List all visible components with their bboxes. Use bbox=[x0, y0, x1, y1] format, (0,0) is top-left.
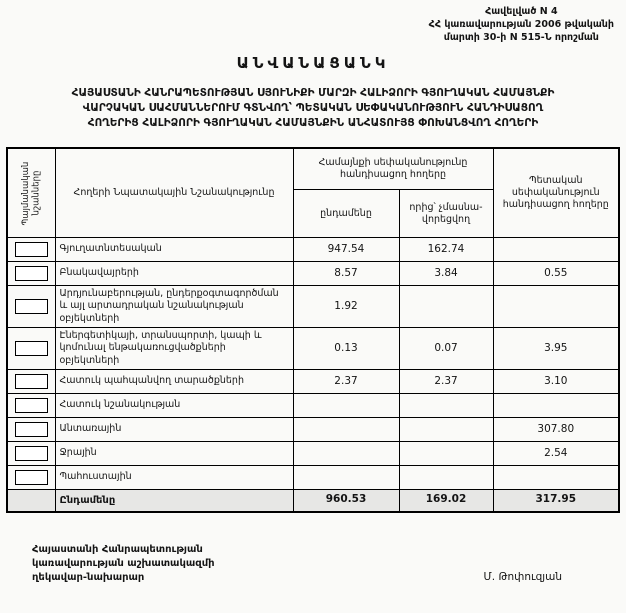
state-cell bbox=[493, 238, 619, 262]
legend-checkbox bbox=[15, 422, 48, 437]
appendix-line-1: Հավելված N 4 bbox=[485, 6, 558, 17]
nonprivatized-cell bbox=[399, 466, 493, 490]
state-cell: 0.55 bbox=[493, 262, 619, 286]
column-header-purpose: Հողերի Նպատակային Նշանակությունը bbox=[55, 148, 293, 238]
signature-block bbox=[6, 543, 620, 585]
signs-cell bbox=[7, 466, 55, 490]
signs-cell bbox=[7, 238, 55, 262]
nonprivatized-cell: 3.84 bbox=[399, 262, 493, 286]
land-category-cell: Գյուղատնտեսական bbox=[55, 238, 293, 262]
legend-checkbox bbox=[15, 341, 48, 356]
signs-cell-empty bbox=[7, 490, 55, 512]
nonprivatized-cell bbox=[399, 442, 493, 466]
signs-cell bbox=[7, 328, 55, 370]
legend-checkbox bbox=[15, 374, 48, 389]
community-total-cell bbox=[293, 466, 399, 490]
appendix-header bbox=[429, 6, 614, 44]
legend-checkbox bbox=[15, 446, 48, 461]
signatory-title-line-2: կառավարության աշխատակազմի bbox=[32, 557, 215, 569]
nonprivatized-cell bbox=[399, 286, 493, 328]
table-row bbox=[7, 286, 619, 328]
signatory-title bbox=[32, 543, 215, 585]
table-row bbox=[7, 262, 619, 286]
total-label-cell: Ընդամենը bbox=[55, 490, 293, 512]
document-title: ԱՆՎԱՆԱՑԱՆԿ bbox=[236, 54, 390, 73]
nonprivatized-cell bbox=[399, 394, 493, 418]
column-header-state: Պետական սեփականություն հանդիսացող հողերը bbox=[493, 148, 619, 238]
nonprivatized-cell bbox=[399, 418, 493, 442]
land-category-cell: Էներգետիկայի, տրանսպորտի, կապի և կոմունալ ենթակառուցվածքների օբյեկտների bbox=[55, 328, 293, 370]
land-category-cell: Հատուկ պահպանվող տարածքների bbox=[55, 370, 293, 394]
total-nonprivatized-cell: 169.02 bbox=[399, 490, 493, 512]
table-row bbox=[7, 238, 619, 262]
signs-cell bbox=[7, 394, 55, 418]
community-total-cell bbox=[293, 418, 399, 442]
nonprivatized-cell: 162.74 bbox=[399, 238, 493, 262]
column-header-community-group: Համայնքի սեփականությունը հանդիսացող հողերը bbox=[293, 148, 493, 190]
subtitle-line-3: ՀՈՂԵՐԻՑ ՀԱԼԻՁՈՐԻ ԳՅՈՒՂԱԿԱՆ ՀԱՄԱՅՆՔԻՆ ԱՆՀԱՏՈՒՅՑ ՓՈԽԱՆՑՎՈՂ ՀՈՂԵՐԻ bbox=[87, 116, 539, 129]
total-state-cell: 317.95 bbox=[493, 490, 619, 512]
legend-checkbox bbox=[15, 398, 48, 413]
land-category-cell: Բնակավայրերի bbox=[55, 262, 293, 286]
table-row bbox=[7, 466, 619, 490]
total-community-cell: 960.53 bbox=[293, 490, 399, 512]
legend-checkbox bbox=[15, 242, 48, 257]
community-total-cell: 2.37 bbox=[293, 370, 399, 394]
state-cell bbox=[493, 394, 619, 418]
community-total-cell bbox=[293, 394, 399, 418]
legend-checkbox bbox=[15, 470, 48, 485]
nonprivatized-cell: 2.37 bbox=[399, 370, 493, 394]
table-row bbox=[7, 370, 619, 394]
appendix-line-3: մարտի 30-ի N 515-Ն որոշման bbox=[443, 31, 599, 43]
community-total-cell bbox=[293, 442, 399, 466]
signatory-title-line-1: Հայաստանի Հանրապետության bbox=[32, 543, 203, 555]
land-category-cell: Ջրային bbox=[55, 442, 293, 466]
column-header-signs-label: Պայմանական նշանները bbox=[20, 160, 42, 225]
total-row bbox=[7, 490, 619, 512]
nonprivatized-cell: 0.07 bbox=[399, 328, 493, 370]
state-cell: 2.54 bbox=[493, 442, 619, 466]
signs-cell bbox=[7, 286, 55, 328]
state-cell: 3.10 bbox=[493, 370, 619, 394]
state-cell bbox=[493, 466, 619, 490]
state-cell: 307.80 bbox=[493, 418, 619, 442]
land-transfer-table bbox=[6, 147, 620, 513]
document-subtitle bbox=[6, 86, 620, 130]
community-total-cell: 1.92 bbox=[293, 286, 399, 328]
signatory-name: Մ. Թոփուզյան bbox=[483, 570, 562, 583]
state-cell: 3.95 bbox=[493, 328, 619, 370]
legend-checkbox bbox=[15, 299, 48, 314]
column-header-nonprivatized: որից՝ չմասնա-վորեցվող bbox=[399, 190, 493, 238]
signs-cell bbox=[7, 442, 55, 466]
column-header-signs bbox=[7, 148, 55, 238]
signs-cell bbox=[7, 370, 55, 394]
subtitle-line-1: ՀԱՅԱՍՏԱՆԻ ՀԱՆՐԱՊԵՏՈՒԹՅԱՆ ՍՅՈՒՆԻՔԻ ՄԱՐԶԻ ՀԱԼԻՁՈՐԻ ԳՅՈՒՂԱԿԱՆ ՀԱՄԱՅՆՔԻ bbox=[71, 87, 555, 100]
table-row bbox=[7, 394, 619, 418]
table-row bbox=[7, 328, 619, 370]
land-category-cell: Պահուստային bbox=[55, 466, 293, 490]
community-total-cell: 947.54 bbox=[293, 238, 399, 262]
legend-checkbox bbox=[15, 266, 48, 281]
table-row bbox=[7, 442, 619, 466]
community-total-cell: 8.57 bbox=[293, 262, 399, 286]
signs-cell bbox=[7, 262, 55, 286]
community-total-cell: 0.13 bbox=[293, 328, 399, 370]
land-category-cell: Անտառային bbox=[55, 418, 293, 442]
land-category-cell: Արդյունաբերության, ընդերքօգտագործման և այլ արտադրական նշանակության օբյեկտների bbox=[55, 286, 293, 328]
appendix-line-2: ՀՀ կառավարության 2006 թվականի bbox=[428, 18, 614, 30]
subtitle-line-2: ՎԱՐՉԱԿԱՆ ՍԱՀՄԱՆՆԵՐՈՒՄ ԳՏՆՎՈՂ՝ ՊԵՏԱԿԱՆ ՍԵՓԱԿԱՆՈՒԹՅՈՒՆ ՀԱՆԴԻՍԱՑՈՂ bbox=[82, 102, 544, 115]
signs-cell bbox=[7, 418, 55, 442]
signatory-title-line-3: ղեկավար-նախարար bbox=[32, 571, 145, 583]
land-category-cell: Հատուկ նշանակության bbox=[55, 394, 293, 418]
table-row bbox=[7, 418, 619, 442]
state-cell bbox=[493, 286, 619, 328]
column-header-total: ընդամենը bbox=[293, 190, 399, 238]
